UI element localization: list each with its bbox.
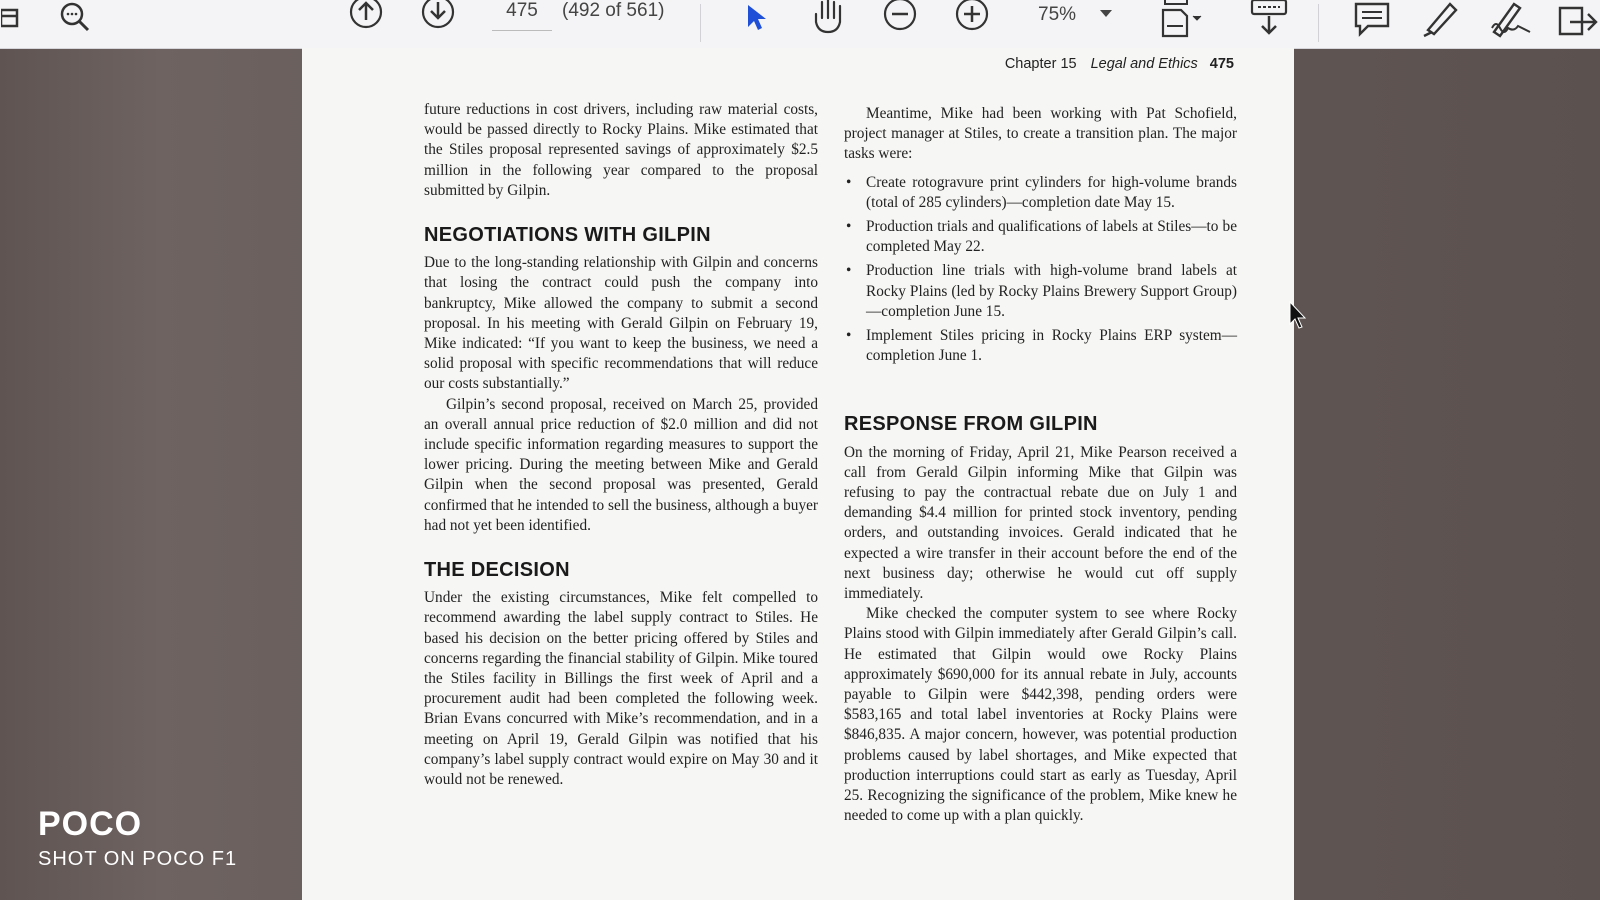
right-column: [844, 104, 1237, 827]
hand-tool-icon[interactable]: [806, 0, 850, 36]
comment-icon[interactable]: [1352, 0, 1392, 36]
running-head-page-number: 475: [1209, 56, 1234, 72]
list-item: • Production line trials with high-volume brand labels at Rocky Plains (led by Rocky Plains Brewery Support Group)—completion June 15.: [866, 261, 1237, 322]
page-count: (492 of 561): [562, 0, 665, 21]
scroll-mode-icon[interactable]: [1250, 0, 1290, 36]
running-head: [1005, 56, 1234, 72]
zoom-dropdown-arrow[interactable]: [1100, 10, 1112, 17]
previous-page-icon[interactable]: [346, 0, 386, 36]
section-heading: NEGOTIATIONS WITH GILPIN: [424, 224, 711, 247]
sidebar-icon[interactable]: [0, 0, 22, 36]
task-list: [844, 173, 1237, 367]
mouse-cursor-icon: [1288, 300, 1308, 335]
search-icon[interactable]: [52, 0, 96, 36]
paragraph: Meantime, Mike had been working with Pat Schofield, project manager at Stiles, to create a transition plan. The major tasks were:: [844, 105, 1237, 163]
document-page: [302, 48, 1294, 900]
zoom-level[interactable]: 75%: [1038, 4, 1077, 25]
paragraph: Due to the long-standing relationship with Gilpin and concerns that losing the contract could push the company into bankruptcy, Mike allowed the company to submit a second proposal. In his meeting with Gerald Gilpin on February 19, Mike indicated: “If you want to keep the business, we need a solid proposal with specific recommendations that will reduce our costs substantially.”: [424, 254, 818, 393]
share-icon[interactable]: [1556, 0, 1600, 36]
paragraph: Mike checked the computer system to see where Rocky Plains stood with Gilpin immediately after Gerald Gilpin’s call. He estimated that Gilpin would owe Rocky Plains approximately $690,000 for its annual rebate in July, accounts payable to Gilpin were $442,398, pending orders were $583,165 and total label inventories at Rocky Plains were $846,835. A major concern, however, was potential production problems caused by label shortages, and Mike expected that production interruptions could start as early as Tuesday, April 25. Recognizing the significance of the problem, Mike knew he needed to come up with a plan quickly.: [844, 605, 1237, 825]
sign-icon[interactable]: [1488, 0, 1532, 36]
list-item: • Implement Stiles pricing in Rocky Plains ERP system—completion June 1.: [866, 326, 1237, 366]
paragraph: future reductions in cost drivers, including raw material costs, would be passed directly to Rocky Plains. Mike estimated that the Stiles proposal represented savings of approximately $2.5 million in the following year compared to the proposal submitted by Gilpin.: [424, 101, 818, 199]
toolbar-divider: [700, 4, 701, 42]
watermark-caption: SHOT ON POCO F1: [38, 848, 238, 870]
paragraph: On the morning of Friday, April 21, Mike Pearson received a call from Gerald Gilpin informing Mike that Gilpin was refusing to pay the contractual rebate due on July 1 and demanding $4.4 million for printed stock inventory, pending orders, and outstanding invoices. Gerald indicated that he expected a wire transfer in their account before the end of the next business day; otherwise he would cut off supply immediately.: [844, 443, 1237, 603]
list-item: • Production trials and qualifications of labels at Stiles—to be completed May 22.: [866, 217, 1237, 257]
zoom-out-icon[interactable]: [880, 0, 920, 36]
watermark-brand: POCO: [38, 805, 143, 843]
toolbar: [0, 0, 1600, 49]
highlight-icon[interactable]: [1420, 0, 1460, 36]
page-number-input[interactable]: 475: [492, 0, 552, 31]
toolbar-divider: [1318, 4, 1319, 42]
fit-page-icon[interactable]: [1160, 0, 1206, 36]
paragraph: Gilpin’s second proposal, received on March 25, provided an overall annual price reduction of $2.0 million and did not include specific information regarding measures to support the lower pricing. During the meeting between Mike and Gerald Gilpin when the second proposal was presented, Gerald confirmed that he intended to sell the business, although a buyer had not yet been identified.: [424, 395, 818, 534]
section-heading: RESPONSE FROM GILPIN: [844, 413, 1098, 436]
running-head-title: Legal and Ethics: [1090, 56, 1198, 72]
zoom-in-icon[interactable]: [952, 0, 992, 36]
select-tool-icon[interactable]: [742, 0, 770, 36]
camera-watermark: [38, 806, 237, 871]
section-heading: THE DECISION: [424, 559, 570, 582]
running-head-chapter: Chapter 15: [1004, 56, 1077, 72]
paragraph: Under the existing circumstances, Mike felt compelled to recommend awarding the label supply contract to Stiles. He based his decision on the better pricing offered by Stiles and concerns regarding the financial stability of Gilpin. Mike toured the Stiles facility in Billings the first week of April and a procurement audit had been completed the following week. Brian Evans concurred with Mike’s recommendation, and in a meeting on April 19, Gerald Gilpin was notified that his company’s label supply contract would expire on May 30 and it would not be renewed.: [424, 589, 818, 789]
next-page-icon[interactable]: [418, 0, 458, 36]
list-item: • Create rotogravure print cylinders for high-volume brands (total of 285 cylinders)—completion date May 15.: [866, 173, 1237, 213]
left-column: [424, 100, 818, 790]
